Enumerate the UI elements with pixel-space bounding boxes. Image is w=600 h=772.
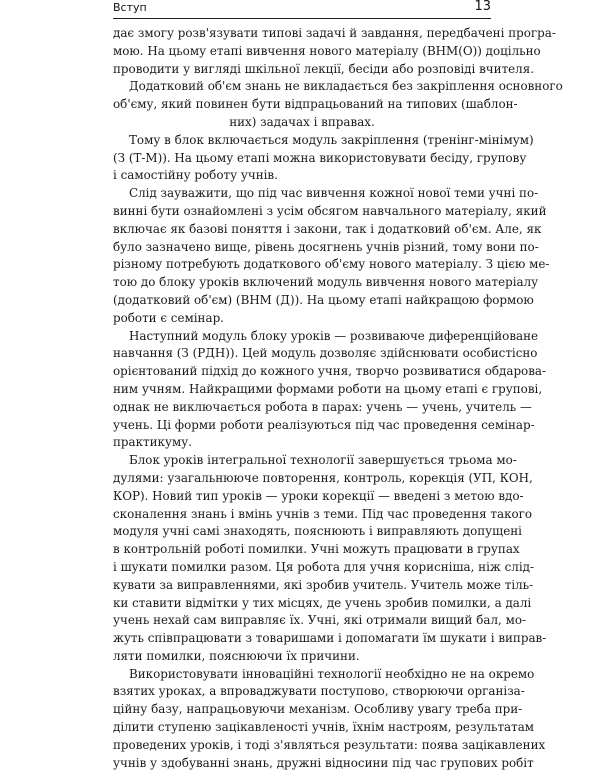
text-line: кувати за виправленнями, які зробив учитель. Учитель може тіль- [113, 577, 534, 592]
text-line: жуть співпрацювати з товаришами і допомагати їм шукати і виправ- [113, 631, 547, 646]
text-line: проводити у вигляді шкільної лекції, бесіди або розповіді вчителя. [113, 61, 535, 76]
text-line: Слід зауважити, що під час вивчення кожної нової теми учні по- [129, 186, 539, 201]
text-line: включає як базові поняття і закони, так і додатковий об'єм. Але, як [113, 221, 542, 236]
text-line: орієнтований підхід до кожного учня, творчо розвиватися обдарова- [113, 364, 547, 379]
text-line: тою до блоку уроків включений модуль вивчення нового матеріалу [113, 275, 539, 290]
text-line: них) задачах і вправах. [229, 114, 375, 129]
text-line: ційну базу, напрацьовуючи механізм. Особливу увагу треба при- [113, 702, 523, 717]
section-title: Вступ [113, 1, 147, 14]
text-line: Додатковий об'єм знань не викладається без закріплення основного [129, 79, 563, 94]
text-line: (З (Т-М)). На цьому етапі можна використовувати бесіду, групову [113, 150, 527, 165]
text-line: дає змогу розв'язувати типові задачі й завдання, передбачені програ- [113, 26, 556, 40]
text-line: в контрольній роботі помилки. Учні можуть працювати в групах [113, 542, 520, 557]
text-line: однак не виключається робота в парах: учень — учень, учитель — [113, 399, 532, 414]
text-line: ділити ступеню зацікавленості учнів, їхнім настроям, результатам [113, 720, 535, 735]
text-line: практикуму. [113, 435, 193, 450]
text-line: ним учням. Найкращими формами роботи на цьому етапі є групові, [113, 381, 543, 396]
body-text [113, 25, 563, 772]
text-line: учень нехай сам виправляє їх. Учні, які отримали вищий бал, мо- [113, 613, 527, 628]
text-line: КОР). Новий тип уроків — уроки корекції — введені з метою вдо- [113, 488, 524, 503]
text-line: ки ставити відмітки у тих місцях, де учень зробив помилки, а далі [113, 595, 532, 610]
text-line: взятих уроках, а впроваджувати поступово, створюючи організа- [113, 684, 525, 699]
text-line: роботи є семінар. [113, 310, 224, 325]
text-line: мою. На цьому етапі вивчення нового матеріалу (ВНМ(О)) доцільно [113, 43, 541, 58]
text-line: і самостійну роботу учнів. [113, 168, 278, 183]
text-line: навчання (З (РДН)). Цей модуль дозволяє здійснювати особистісно [113, 346, 538, 361]
running-header [113, 0, 491, 19]
text-line: учнів у здобуванні знань, дружні відносини під час групових робіт [113, 755, 534, 770]
text-line: учень. Ці форми роботи реалізуються під час проведення семінар- [113, 417, 535, 432]
text-line: ляти помилки, пояснюючи їх причини. [113, 648, 360, 663]
text-line: модуля учні самі знаходять, пояснюють і виправляють допущені [113, 524, 522, 539]
text-line: Наступний модуль блоку уроків — розвиваюче диференційоване [129, 328, 539, 343]
text-line: Використовувати інноваційні технології необхідно не на окремо [129, 666, 535, 681]
text-line: сконалення знань і вмінь учнів з теми. Під час проведення такого [113, 506, 533, 521]
text-line: об'єму, який повинен бути відпрацьований на типових (шаблон- [113, 97, 518, 112]
text-line: дулями: узагальнюючe повторення, контроль, корекція (УП, КОН, [113, 470, 533, 485]
text-line: і шукати помилки разом. Ця робота для учня корисніша, ніж слід- [113, 559, 534, 574]
text-line: різному потребують додаткового об'єму нового матеріалу. З цією ме- [113, 257, 550, 272]
page-number: 13 [474, 0, 491, 14]
text-line: винні бути ознайомлені з усім обсягом навчального матеріалу, який [113, 203, 547, 218]
text-line: проведених уроків, і тоді з'являться результати: поява зацікавлених [113, 737, 546, 752]
text-line: Тому в блок включається модуль закріплення (тренінг-мінімум) [129, 132, 534, 147]
text-line: (додатковий об'єм) (ВНМ (Д)). На цьому етапі найкращою формою [113, 292, 534, 307]
text-line: Блок уроків інтегральної технології завершується трьома мо- [129, 453, 517, 468]
text-line: було зазначено вище, рівень досягнень учнів різний, тому вони по- [113, 239, 539, 254]
